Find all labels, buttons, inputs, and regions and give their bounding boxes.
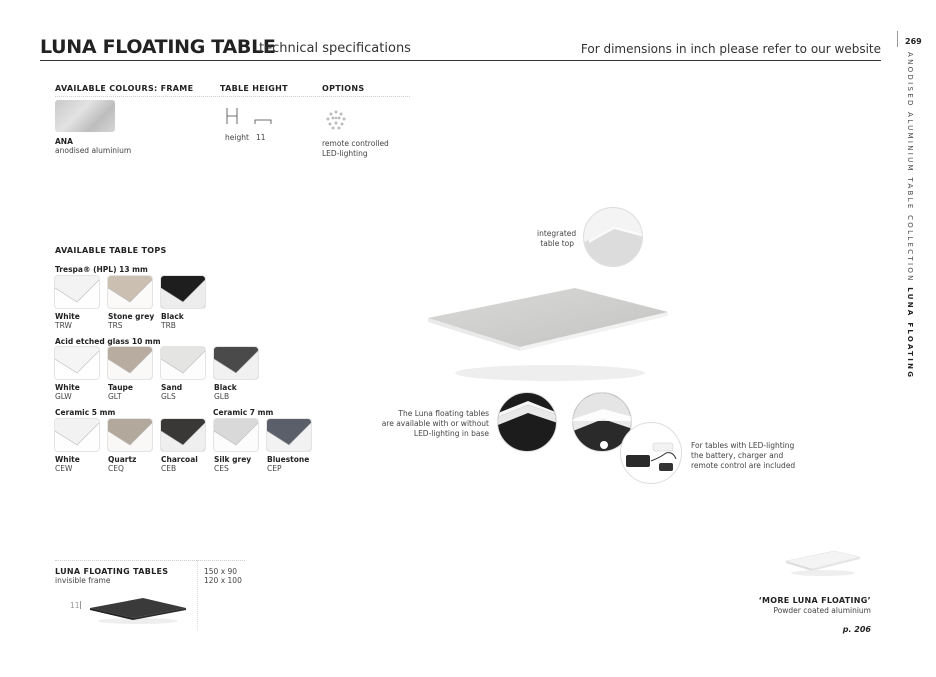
frame-name: anodised aluminium: [55, 146, 132, 155]
more-luna-thumbnail: [784, 549, 862, 577]
glass-heading: Acid etched glass 10 mm: [55, 337, 161, 346]
bottom-divider: [55, 560, 245, 561]
ceramic5-heading: Ceramic 5 mm: [55, 408, 116, 417]
ceramic-code: CES: [214, 464, 229, 473]
integrated-top-detail: [583, 207, 643, 267]
page-subtitle: technical specifications: [259, 41, 411, 56]
trespa-code: TRB: [161, 321, 176, 330]
ceramic-swatch-cep[interactable]: [267, 419, 311, 451]
led-line1: The Luna floating tables: [398, 409, 489, 418]
ceramic7-heading: Ceramic 7 mm: [213, 408, 274, 417]
page-number: 269: [905, 37, 922, 46]
trespa-code: TRS: [108, 321, 123, 330]
height-label: height: [225, 133, 249, 142]
bottom-height-label: 11: [70, 601, 80, 610]
height-heading: TABLE HEIGHT: [220, 84, 288, 93]
led-lighting-icon: [324, 108, 348, 132]
ceramic-code: CEQ: [108, 464, 124, 473]
more-page-link[interactable]: p. 206: [842, 625, 871, 634]
trespa-swatch-trs[interactable]: [108, 276, 152, 308]
page-number-divider: [897, 31, 898, 47]
bottom-size2: 120 x 100: [204, 576, 242, 585]
integrated-line1: integrated: [537, 229, 577, 238]
height-diagram-icon: [225, 106, 275, 126]
ceramic-swatch-ceb[interactable]: [161, 419, 205, 451]
glass-swatch-gls[interactable]: [161, 347, 205, 379]
glass-name: Black: [214, 383, 237, 392]
dimensions-note: For dimensions in inch please refer to our website: [580, 42, 881, 56]
glass-code: GLT: [108, 392, 122, 401]
ceramic-name: Bluestone: [267, 455, 310, 464]
glass-code: GLS: [161, 392, 176, 401]
trespa-name: White: [55, 312, 80, 321]
ceramic-swatch-ceq[interactable]: [108, 419, 152, 451]
height-marker: [80, 601, 81, 609]
battery-line3: remote control are included: [691, 461, 796, 470]
bottom-size1: 150 x 90: [204, 567, 238, 576]
header-divider: [40, 60, 881, 61]
options-line1: remote controlled: [322, 139, 389, 148]
ceramic-code: CEW: [55, 464, 73, 473]
led-bulb-icon: [598, 436, 610, 448]
glass-swatch-glt[interactable]: [108, 347, 152, 379]
trespa-code: TRW: [55, 321, 72, 330]
trespa-name: Black: [161, 312, 184, 321]
trespa-swatch-trb[interactable]: [161, 276, 205, 308]
bottom-column-divider: [197, 560, 198, 630]
luna-table-thumbnail: [88, 596, 188, 626]
ceramic-swatch-cew[interactable]: [55, 419, 99, 451]
frame-heading: AVAILABLE COLOURS: FRAME: [55, 84, 194, 93]
table-top-image: [425, 285, 670, 385]
trespa-heading: Trespa® (HPL) 13 mm: [55, 265, 148, 274]
battery-kit-image: [620, 422, 682, 484]
side-collection-label: [906, 52, 914, 379]
more-title: ‘MORE LUNA FLOATING’: [758, 596, 871, 605]
options-heading: OPTIONS: [322, 84, 365, 93]
glass-name: Sand: [161, 383, 183, 392]
integrated-line2: table top: [540, 239, 574, 248]
bottom-heading: LUNA FLOATING TABLES: [55, 567, 169, 576]
ceramic-name: Silk grey: [214, 455, 252, 464]
side-collection-text: ANODISED ALUMINIUM TABLE COLLECTION: [906, 52, 914, 283]
battery-line1: For tables with LED-lighting: [691, 441, 795, 450]
bottom-sub: invisible frame: [55, 576, 111, 585]
tops-heading: AVAILABLE TABLE TOPS: [55, 246, 167, 255]
side-collection-name: LUNA FLOATING: [906, 287, 914, 380]
glass-swatch-glw[interactable]: [55, 347, 99, 379]
ceramic-code: CEB: [161, 464, 177, 473]
frame-swatch-ana[interactable]: [55, 100, 115, 132]
battery-line2: the battery, charger and: [691, 451, 784, 460]
led-line2: are available with or without: [381, 419, 489, 428]
trespa-swatch-trw[interactable]: [55, 276, 99, 308]
led-off-detail: [497, 392, 557, 452]
options-line2: LED-lighting: [322, 149, 368, 158]
ceramic-name: Quartz: [108, 455, 137, 464]
glass-name: White: [55, 383, 80, 392]
ceramic-swatch-ces[interactable]: [214, 419, 258, 451]
ceramic-name: Charcoal: [161, 455, 198, 464]
ceramic-name: White: [55, 455, 80, 464]
glass-name: Taupe: [108, 383, 134, 392]
page-title: LUNA FLOATING TABLE: [40, 36, 276, 58]
ceramic-code: CEP: [267, 464, 282, 473]
frame-code: ANA: [55, 137, 73, 146]
section-divider: [55, 96, 410, 97]
glass-code: GLW: [55, 392, 72, 401]
height-value: 11: [256, 133, 266, 142]
glass-code: GLB: [214, 392, 230, 401]
glass-swatch-glb[interactable]: [214, 347, 258, 379]
led-line3: LED-lighting in base: [413, 429, 489, 438]
trespa-name: Stone grey: [108, 312, 155, 321]
more-sub: Powder coated aluminium: [773, 606, 871, 615]
